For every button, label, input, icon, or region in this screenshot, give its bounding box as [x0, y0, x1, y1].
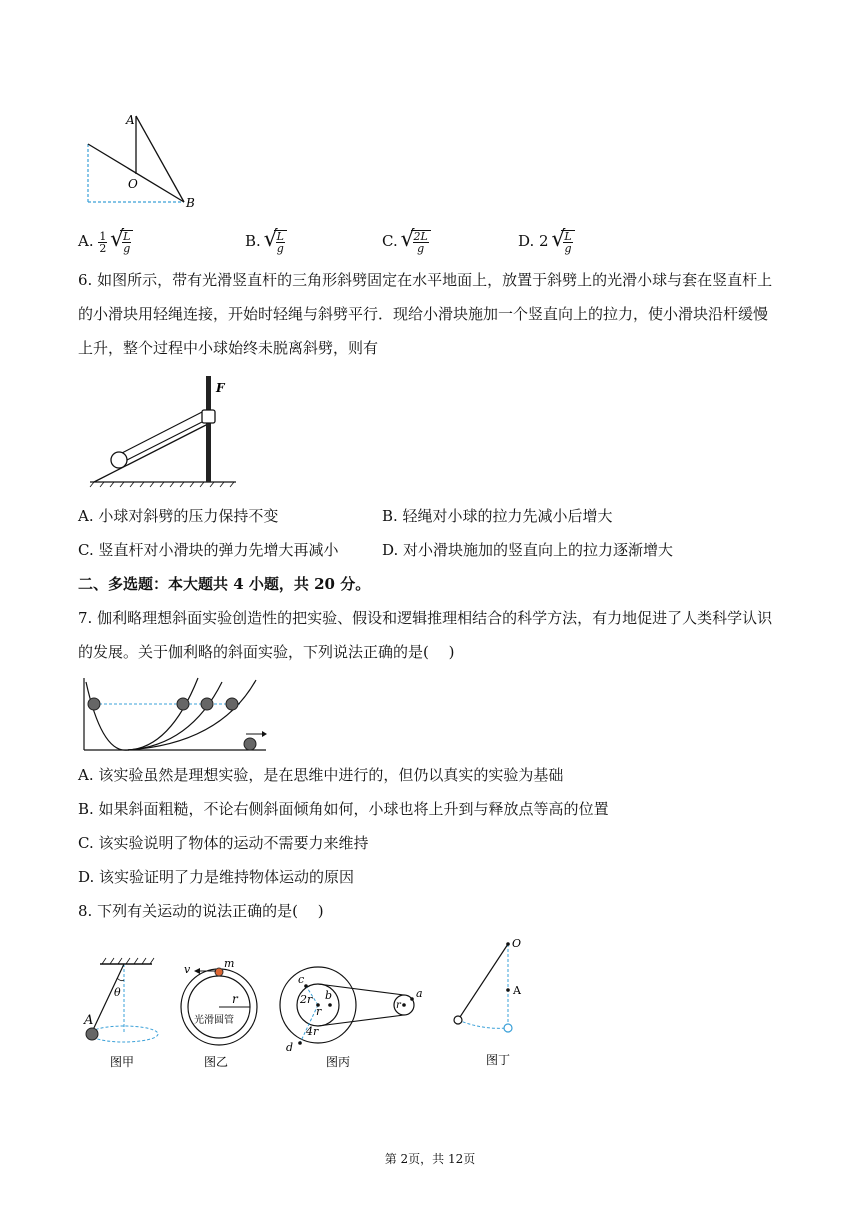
- q7-option-a[interactable]: A. 该实验虽然是理想实验，是在思维中进行的，但仍以真实的实验为基础: [78, 766, 564, 784]
- page-footer: 第 2页，共 12页: [384, 1152, 476, 1166]
- q8-yi-caption: 图乙: [204, 1055, 229, 1069]
- q7-figure: [80, 674, 270, 756]
- q8-yi-r: r: [232, 992, 238, 1006]
- q8-bing-caption: 图丙: [326, 1055, 351, 1069]
- q7-option-c[interactable]: C. 该实验说明了物体的运动不需要力来维持: [78, 834, 369, 852]
- q8-bing-a: a: [416, 987, 423, 1000]
- q5-label-o: O: [128, 177, 138, 191]
- q7-option-d[interactable]: D. 该实验证明了力是维持物体运动的原因: [78, 868, 355, 886]
- q8-bing-r2: r: [396, 1000, 401, 1011]
- q5-figure: [84, 108, 204, 212]
- q8-bing-b: b: [325, 989, 333, 1002]
- q8-bing-2r: 2r: [300, 993, 313, 1006]
- q8-figure-jia: [80, 952, 160, 1072]
- q6-label-f: F: [216, 381, 225, 395]
- q8-ding-caption: 图丁: [486, 1053, 511, 1067]
- q8-yi-tube: 光滑圆管: [194, 1015, 234, 1026]
- q8-figure-ding: [446, 934, 536, 1068]
- q8-bing-r1: r: [316, 1005, 322, 1018]
- q6-option-a[interactable]: A. 小球对斜劈的压力保持不变: [78, 507, 279, 525]
- q7-stem-line-2: 的发展。关于伽利略的斜面实验，下列说法正确的是( ): [78, 643, 455, 661]
- q7-option-b[interactable]: B. 如果斜面粗糙，不论右侧斜面倾角如何，小球也将上升到与释放点等高的位置: [78, 800, 609, 818]
- q8-ding-a: A: [513, 984, 521, 997]
- q7-stem-line-1: 7. 伽利略理想斜面实验创造性的把实验、假设和逻辑推理相结合的科学方法，有力地促进了人类科学认识: [78, 609, 773, 627]
- q6-stem-line-1: 6. 如图所示，带有光滑竖直杆的三角形斜劈固定在水平地面上，放置于斜劈上的光滑小球与套在竖直杆上: [78, 271, 773, 289]
- q8-bing-4r: 4r: [306, 1025, 319, 1038]
- q8-jia-caption: 图甲: [110, 1055, 135, 1069]
- q8-jia-label-a: A: [84, 1013, 94, 1028]
- q6-option-c[interactable]: C. 竖直杆对小滑块的弹力先增大再减小: [78, 541, 339, 559]
- q5-label-b: B: [186, 196, 195, 210]
- q5-option-d[interactable]: D. 2 √ $\frac{L}{g}$: [518, 230, 575, 254]
- q6-option-b[interactable]: B. 轻绳对小球的拉力先减小后增大: [382, 507, 613, 525]
- q8-jia-theta: θ: [114, 986, 121, 999]
- q8-bing-d: d: [286, 1041, 294, 1054]
- q6-stem-line-2: 的小滑块用轻绳连接，开始时轻绳与斜劈平行．现给小滑块施加一个竖直向上的拉力，使小滑块沿杆缓慢: [78, 305, 769, 323]
- q5-option-b[interactable]: B. √ $\frac{L}{g}$: [245, 230, 287, 254]
- q6-option-d[interactable]: D. 对小滑块施加的竖直向上的拉力逐渐增大: [382, 541, 674, 559]
- q5-option-c[interactable]: C. √ $\frac{2L}{g}$: [382, 230, 431, 254]
- q8-yi-m: m: [224, 957, 235, 970]
- q5-label-a: A: [126, 113, 135, 127]
- q6-figure: [86, 372, 246, 488]
- q8-yi-v: v: [184, 963, 191, 976]
- q8-figure-bing: [278, 955, 428, 1073]
- q8-ding-o: O: [512, 937, 522, 950]
- q6-stem-line-3: 上升，整个过程中小球始终未脱离斜劈，则有: [78, 339, 379, 357]
- q8-figure-yi: [174, 955, 264, 1073]
- q8-stem: 8. 下列有关运动的说法正确的是( ): [78, 902, 324, 920]
- q5-option-a[interactable]: A. $\frac{1}{2}$ √ $\frac{L}{g}$: [78, 230, 133, 254]
- section-2-heading: 二、多选题：本大题共 4 小题，共 20 分。: [78, 575, 371, 593]
- q8-bing-c: c: [298, 973, 305, 986]
